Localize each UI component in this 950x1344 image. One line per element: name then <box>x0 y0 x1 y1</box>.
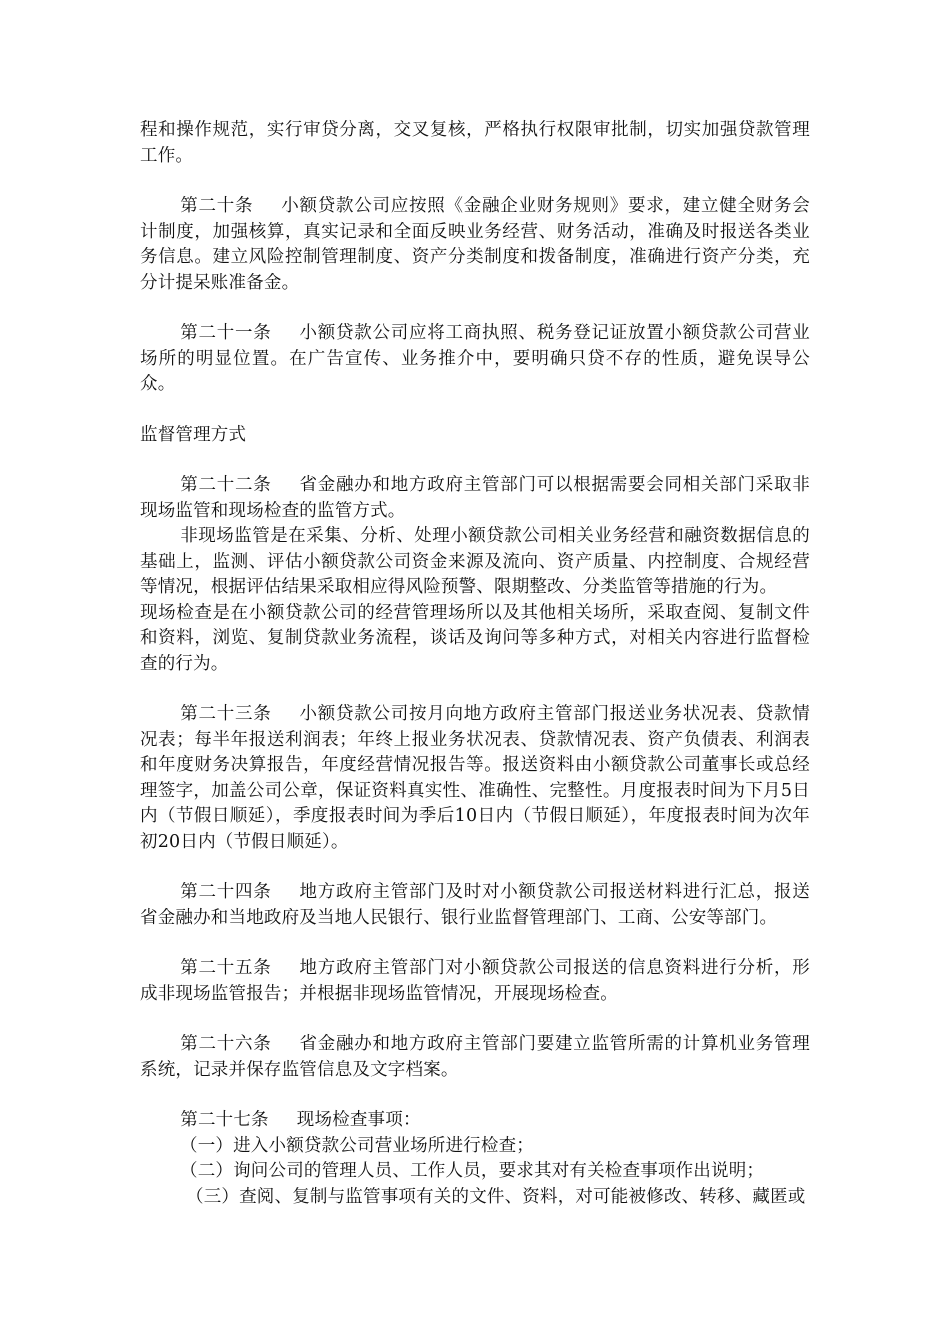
paragraph-continuation: 程和操作规范，实行审贷分离，交叉复核，严格执行权限审批制，切实加强贷款管理工作。 <box>140 120 810 166</box>
article-20-label: 第二十条 <box>180 196 254 216</box>
article-27-item-2: （二）询问公司的管理人员、工作人员，要求其对有关检查事项作出说明； <box>180 1161 765 1181</box>
article-23-text: 小额贷款公司按月向地方政府主管部门报送业务状况表、贷款情况表；每半年报送利润表；年终上报业务状况表、贷款情况表、资产负债表、利润表和年度财务决算报告，年度经营情况报告等。报送资料由小额贷款公司董事长或总经理签字，加盖公司公章，保证资料真实性、准确性、完整性。月度报表时间为下月5日内（节假日顺延），季度报表时间为季后10日内（节假日顺延），年度报表时间为次年初20日内（节假日顺延）。 <box>140 704 810 852</box>
article-22-paragraph-3: 现场检查是在小额贷款公司的经营管理场所以及其他相关场所，采取查阅、复制文件和资料，浏览、复制贷款业务流程，谈话及询问等多种方式，对相关内容进行监督检查的行为。 <box>140 602 810 674</box>
article-21-text: 小额贷款公司应将工商执照、税务登记证放置小额贷款公司营业场所的明显位置。在广告宣传、业务推介中，要明确只贷不存的性质，避免误导公众。 <box>140 323 810 394</box>
article-22-text: 省金融办和地方政府主管部门可以根据需要会同相关部门采取非现场监管和现场检查的监管方式。 <box>140 475 810 521</box>
article-26 <box>140 1032 810 1083</box>
article-25 <box>140 956 810 1007</box>
article-21-label: 第二十一条 <box>180 323 272 343</box>
article-23-label: 第二十三条 <box>180 704 272 724</box>
article-25-label: 第二十五条 <box>180 958 272 978</box>
article-24 <box>140 880 810 931</box>
article-27 <box>140 1108 810 1134</box>
document-page <box>140 118 810 1210</box>
article-24-text: 地方政府主管部门及时对小额贷款公司报送材料进行汇总，报送省金融办和当地政府及当地人民银行、银行业监督管理部门、工商、公安等部门。 <box>140 882 810 928</box>
article-21 <box>140 321 810 398</box>
article-23 <box>140 702 810 855</box>
article-22-paragraph-2: 非现场监管是在采集、分析、处理小额贷款公司相关业务经营和融资数据信息的基础上，监测、评估小额贷款公司资金来源及流向、资产质量、内控制度、合规经营等情况，根据评估结果采取相应得风险预警、限期整改、分类监管等措施的行为。 <box>140 526 810 597</box>
section-heading: 监督管理方式 <box>140 424 247 445</box>
article-22 <box>140 473 810 524</box>
article-27-text: 现场检查事项： <box>296 1110 421 1130</box>
article-27-label: 第二十七条 <box>180 1110 269 1130</box>
article-26-text: 省金融办和地方政府主管部门要建立监管所需的计算机业务管理系统，记录并保存监管信息及文字档案。 <box>140 1034 810 1080</box>
article-25-text: 地方政府主管部门对小额贷款公司报送的信息资料进行分析，形成非现场监管报告；并根据非现场监管情况，开展现场检查。 <box>140 958 810 1004</box>
article-26-label: 第二十六条 <box>180 1034 272 1054</box>
article-22-label: 第二十二条 <box>180 475 272 495</box>
article-27-item-3: （三）查阅、复制与监管事项有关的文件、资料，对可能被修改、转移、藏匿或 <box>186 1186 806 1207</box>
article-20-text: 小额贷款公司应按照《金融企业财务规则》要求，建立健全财务会计制度，加强核算，真实记录和全面反映业务经营、财务活动，准确及时报送各类业务信息。建立风险控制管理制度、资产分类制度和拨备制度，准确进行资产分类，充分计提呆账准备金。 <box>140 196 810 293</box>
article-20 <box>140 194 810 296</box>
article-27-item-1: （一）进入小额贷款公司营业场所进行检查； <box>180 1135 534 1156</box>
article-24-label: 第二十四条 <box>180 882 272 902</box>
